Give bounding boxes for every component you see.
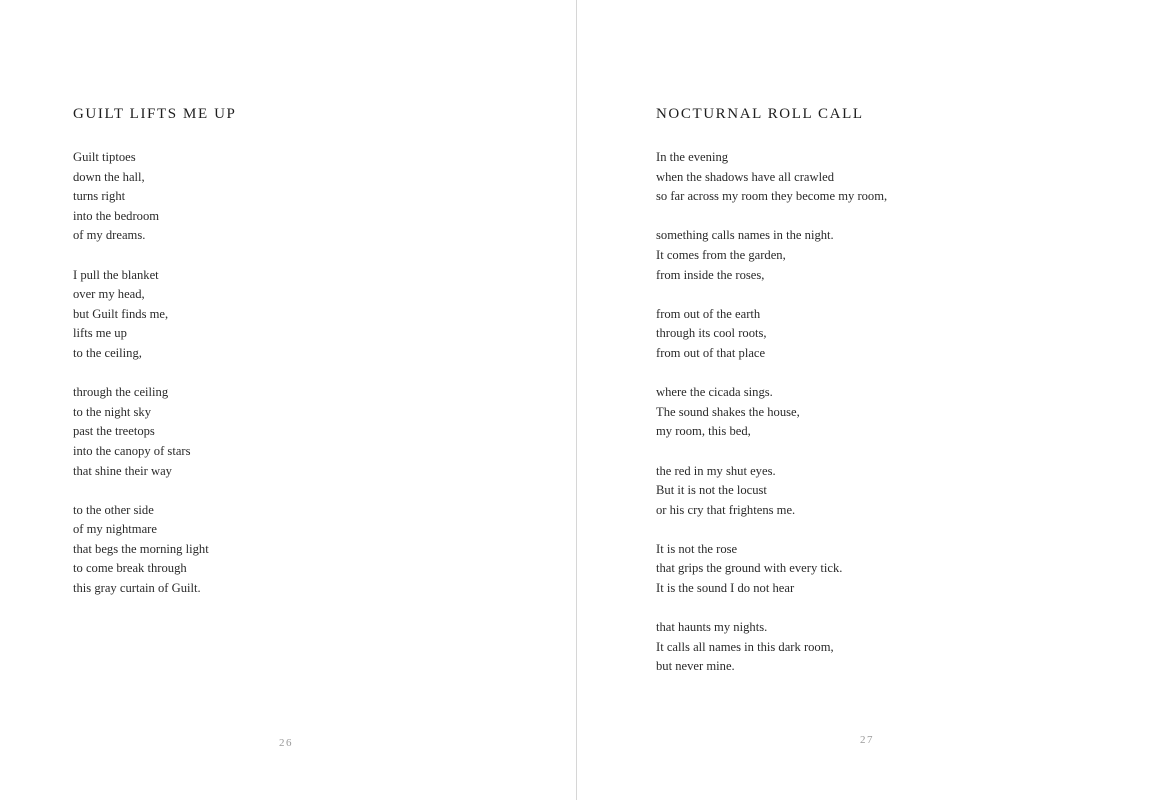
poem-line: But it is not the locust [656,483,767,498]
poem-line: to the ceiling, [73,345,142,360]
poem-line: this gray curtain of Guilt. [73,581,201,596]
poem-line: where the cicada sings. [656,385,773,400]
stanza-3 [73,383,236,481]
poem-line: over my head, [73,287,145,302]
poem-line: my room, this bed, [656,424,751,439]
poem-line: that begs the morning light [73,541,209,556]
poem-line: through the ceiling [73,385,169,400]
poem-line: but Guilt finds me, [73,306,169,321]
poem-line: to come break through [73,561,187,576]
poem-line: into the bedroom [73,208,160,223]
poem-line: It is not the rose [656,541,738,556]
poem-title: NOCTURNAL ROLL CALL [656,106,864,122]
stanza-5 [656,462,887,521]
stanza-2 [656,226,887,285]
poem-line: through its cool roots, [656,326,767,341]
stanza-2 [73,266,236,364]
poem-line: It comes from the garden, [656,247,786,262]
poem-line: into the canopy of stars [73,443,191,458]
poem-line: lifts me up [73,326,127,341]
page-number: 27 [860,734,874,746]
poem-line: It calls all names in this dark room, [656,639,834,654]
right-page [578,0,1154,800]
poem-line: to the night sky [73,404,152,419]
stanza-4 [73,501,236,599]
poem-line: from inside the roses, [656,267,765,282]
poem-line: I pull the blanket [73,267,159,282]
poem-guilt-lifts-me-up [73,104,236,618]
poem-line: from out of the earth [656,306,761,321]
poem-line: In the evening [656,150,729,164]
stanza-1 [73,148,236,246]
poem-line: but never mine. [656,659,735,674]
poem-line: turns right [73,189,126,204]
page-number: 26 [279,737,293,749]
poem-line: that shine their way [73,463,172,478]
poem-line: that haunts my nights. [656,620,768,635]
poem-line: The sound shakes the house, [656,404,800,419]
poem-line: the red in my shut eyes. [656,463,776,478]
poem-line: that grips the ground with every tick. [656,561,843,576]
poem-line: Guilt tiptoes [73,150,136,164]
poem-line: from out of that place [656,345,766,360]
poem-line: when the shadows have all crawled [656,169,834,184]
poem-line: of my nightmare [73,522,157,537]
poem-line: past the treetops [73,424,155,439]
stanza-3 [656,305,887,364]
stanza-7 [656,618,887,677]
poem-line: to the other side [73,502,154,517]
poem-nocturnal-roll-call [656,104,887,697]
poem-line: something calls names in the night. [656,228,834,243]
stanza-1 [656,148,887,207]
page-gutter-divider [576,0,577,800]
stanza-4 [656,383,887,442]
stanza-6 [656,540,887,599]
poem-line: down the hall, [73,169,145,184]
left-page [0,0,576,800]
poem-line: It is the sound I do not hear [656,581,795,596]
poem-line: so far across my room they become my room, [656,189,888,204]
poem-title: GUILT LIFTS ME UP [73,106,237,122]
poem-line: of my dreams. [73,228,146,243]
poem-line: or his cry that frightens me. [656,502,796,517]
